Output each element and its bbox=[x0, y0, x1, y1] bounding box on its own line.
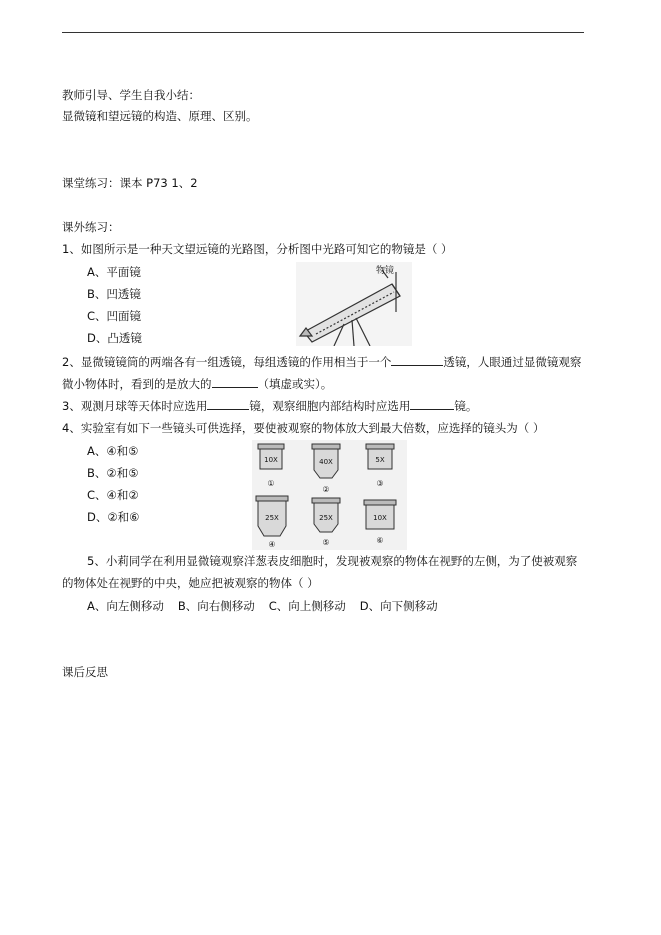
q2-line1 bbox=[62, 354, 581, 370]
lens-1-cap bbox=[258, 444, 284, 449]
q4-option-a: A、④和⑤ bbox=[87, 444, 139, 458]
q1-option-a: A、平面镜 bbox=[87, 265, 141, 279]
q5-option-d: D、向下侧移动 bbox=[359, 599, 438, 613]
q1-option-d: D、凸透镜 bbox=[87, 331, 142, 345]
lens-1-number: ① bbox=[267, 479, 275, 488]
q5-option-a: A、向左侧移动 bbox=[87, 599, 164, 613]
reflection-heading: 课后反思 bbox=[62, 665, 108, 679]
q3-part-a: 3、观测月球等天体时应选用 bbox=[62, 399, 208, 413]
lens-1-label: 10X bbox=[264, 456, 278, 464]
lens-3-cap bbox=[366, 444, 394, 449]
lens-4-label: 25X bbox=[265, 514, 279, 522]
telescope-figure bbox=[296, 262, 412, 346]
lens-3-number: ③ bbox=[376, 479, 384, 488]
q1-option-b: B、凹透镜 bbox=[87, 287, 141, 301]
summary-heading: 教师引导、学生自我小结： bbox=[62, 88, 200, 102]
lens-6-label: 10X bbox=[373, 514, 387, 522]
lens-5-number: ⑤ bbox=[322, 538, 330, 547]
q4-option-b: B、②和⑤ bbox=[87, 466, 139, 480]
q2-line1-b: 透镜，人眼通过显微镜观察 bbox=[443, 355, 582, 369]
lens-6-number: ⑥ bbox=[376, 536, 384, 545]
q4-option-d: D、②和⑥ bbox=[87, 510, 140, 524]
lens-2-label: 40X bbox=[319, 458, 333, 466]
figure-label-objective: 物镜 bbox=[376, 266, 395, 276]
q1-option-c: C、凹面镜 bbox=[87, 309, 142, 323]
telescope-illustration bbox=[296, 262, 412, 346]
homework-heading: 课外练习： bbox=[62, 220, 120, 234]
lens-5-label: 25X bbox=[319, 514, 333, 522]
lens-5-cap bbox=[312, 498, 340, 503]
q5-option-b: B、向右侧移动 bbox=[177, 599, 255, 613]
lens-3-label: 5X bbox=[375, 456, 385, 464]
q3-part-c: 镜。 bbox=[454, 399, 478, 413]
lens-4-number: ④ bbox=[268, 540, 276, 549]
q5-line2: 的物体处在视野的中央，她应把被观察的物体（ ） bbox=[62, 576, 319, 590]
q2-line2-b: （填虚或实）。 bbox=[257, 377, 333, 391]
lens-6-cap bbox=[364, 500, 396, 505]
q2-line1-a: 2、显微镜镜筒的两端各有一组透镜，每组透镜的作用相当于一个 bbox=[62, 355, 392, 369]
q4-stem: 4、实验室有如下一些镜头可供选择，要使被观察的物体放大到最大倍数，应选择的镜头为（ ） bbox=[62, 421, 545, 435]
q2-blank-1[interactable] bbox=[391, 354, 443, 366]
q3-part-b: 镜，观察细胞内部结构时应选用 bbox=[249, 399, 411, 413]
lens-2-cap bbox=[312, 444, 340, 449]
q3-blank-1[interactable] bbox=[207, 398, 249, 410]
lens-4-cap bbox=[256, 496, 288, 501]
q2-line2 bbox=[62, 376, 332, 392]
summary-content: 显微镜和望远镜的构造、原理、区别。 bbox=[62, 109, 258, 123]
q3-blank-2[interactable] bbox=[410, 398, 454, 410]
q5-option-c: C、向上侧移动 bbox=[268, 599, 346, 613]
q2-line2-a: 微小物体时，看到的是放大的 bbox=[62, 377, 212, 391]
q3-line bbox=[62, 398, 477, 414]
q2-blank-2[interactable] bbox=[212, 376, 258, 388]
lens-figure bbox=[252, 440, 407, 550]
lens-2-number: ② bbox=[322, 485, 330, 494]
classwork-line: 课堂练习：课本 P73 1、2 bbox=[62, 176, 198, 190]
header-rule bbox=[62, 32, 584, 33]
q1-stem: 1、如图所示是一种天文望远镜的光路图，分析图中光路可知它的物镜是（ ） bbox=[62, 242, 453, 256]
q4-option-c: C、④和② bbox=[87, 488, 139, 502]
q5-line1: 5、小莉同学在利用显微镜观察洋葱表皮细胞时，发现被观察的物体在视野的左侧，为了使被观察 bbox=[87, 554, 578, 568]
lens-illustration bbox=[252, 440, 407, 550]
q5-options bbox=[87, 598, 438, 614]
